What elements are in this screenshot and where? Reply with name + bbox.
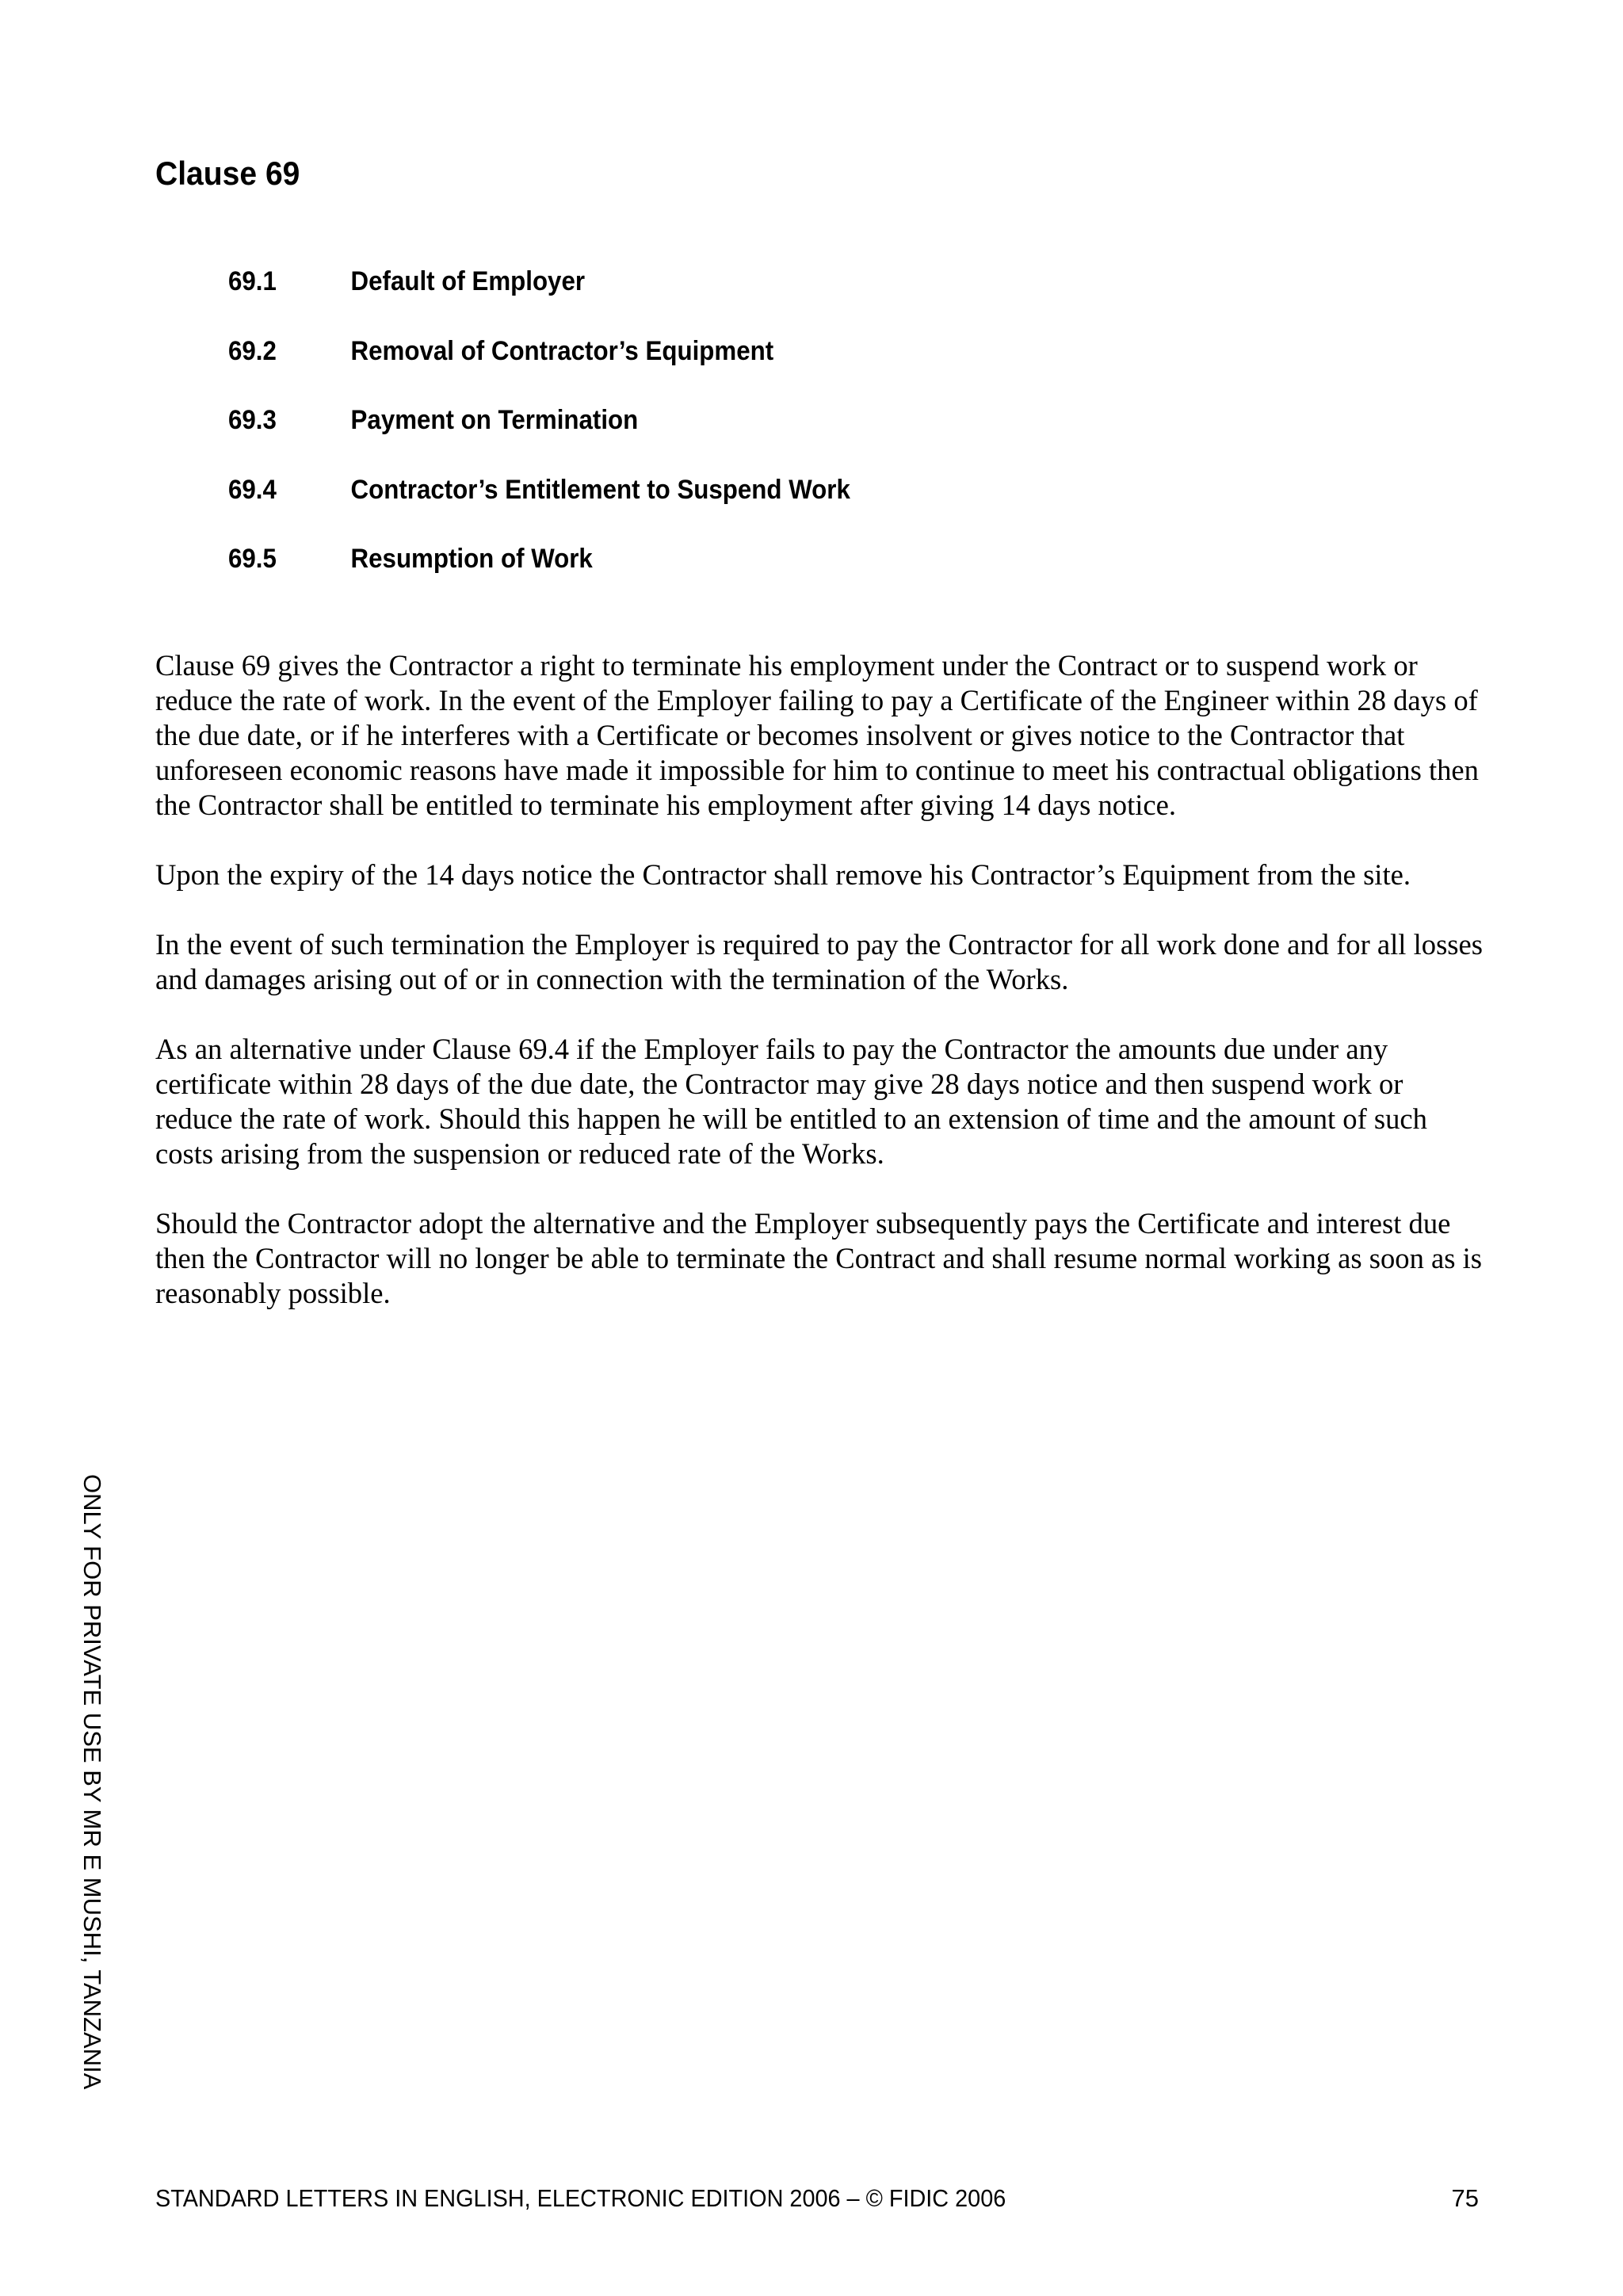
subclause-number: 69.1	[228, 266, 277, 296]
subclause-item	[228, 266, 850, 336]
footer-copyright: STANDARD LETTERS IN ENGLISH, ELECTRONIC EDITION 2006 – © FIDIC 2006	[155, 2184, 1006, 2212]
subclause-title: Removal of Contractor’s Equipment	[350, 335, 774, 366]
subclause-item	[228, 544, 850, 613]
subclause-number: 69.4	[228, 474, 277, 505]
subclause-item	[228, 475, 850, 544]
watermark-text: ONLY FOR PRIVATE USE BY MR E MUSHI, TANZANIA	[78, 1474, 106, 2090]
body-paragraph: In the event of such termination the Employer is required to pay the Contractor for all work done and for all losses and damages arising out of or in connection with the termination of the Works.	[155, 928, 1484, 995]
subclause-title: Default of Employer	[350, 266, 586, 296]
subclause-number: 69.5	[228, 544, 277, 574]
subclause-item	[228, 405, 850, 475]
page-footer	[155, 2183, 1479, 2214]
subclause-item	[228, 336, 850, 406]
subclause-list	[228, 266, 904, 613]
body-paragraph: As an alternative under Clause 69.4 if the Employer fails to pay the Contractor the amounts due under any certificate within 28 days of the due date, the Contractor may give 28 days notice and then suspend work or reduce the rate of work. Should this happen he will be entitled to an extension of time and the amount of such costs arising from the suspension or reduced rate of the Works.	[155, 1033, 1427, 1170]
body-paragraph: Upon the expiry of the 14 days notice the Contractor shall remove his Contractor’s Equipment from the site.	[155, 858, 1411, 891]
subclause-title: Payment on Termination	[350, 405, 639, 435]
subclause-number: 69.2	[228, 335, 277, 366]
subclause-title: Contractor’s Entitlement to Suspend Work	[350, 474, 850, 505]
body-text	[155, 648, 1487, 1346]
subclause-title: Resumption of Work	[350, 544, 593, 574]
clause-heading: Clause 69	[155, 155, 300, 192]
body-paragraph: Clause 69 gives the Contractor a right to terminate his employment under the Contract or to suspend work or reduce the rate of work. In the event of the Employer failing to pay a Certificate of the Engineer within 28 days of the due date, or if he interferes with a Certificate or becomes insolvent or gives notice to the Contractor that unforeseen economic reasons have made it impossible for him to continue to meet his contractual obligations then the Contractor shall be entitled to terminate his employment after giving 14 days notice.	[155, 649, 1479, 821]
body-paragraph: Should the Contractor adopt the alternative and the Employer subsequently pays the Certificate and interest due then the Contractor will no longer be able to terminate the Contract and shall resume normal working as soon as is reasonably possible.	[155, 1207, 1483, 1309]
page-number: 75	[1451, 2184, 1479, 2212]
private-use-watermark	[76, 1474, 108, 2172]
subclause-number: 69.3	[228, 405, 277, 435]
